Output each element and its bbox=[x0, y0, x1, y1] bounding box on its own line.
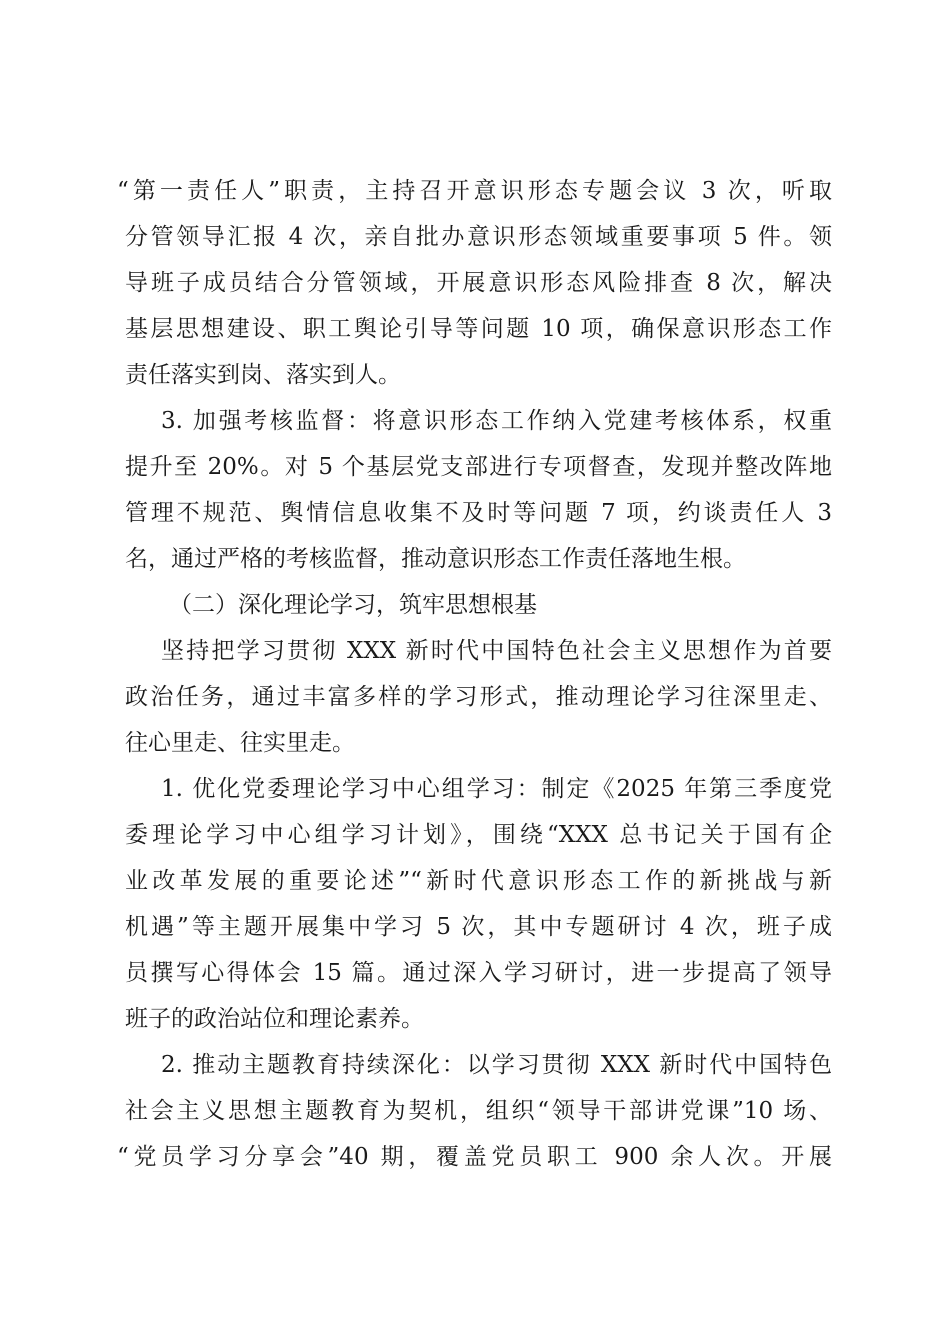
text-line: 名，通过严格的考核监督，推动意识形态工作责任落地生根。 bbox=[125, 546, 746, 572]
text-line: 业改革发展的重要论述”“新时代意识形态工作的新挑战与新 bbox=[125, 868, 832, 894]
text-line: 2. 推动主题教育持续深化：以学习贯彻 XXX 新时代中国特色 bbox=[161, 1052, 832, 1078]
text-line: 管理不规范、舆情信息收集不及时等问题 7 项，约谈责任人 3 bbox=[125, 500, 832, 526]
text-line: 员撰写心得体会 15 篇。通过深入学习研讨，进一步提高了领导 bbox=[125, 960, 832, 986]
text-line: 1. 优化党委理论学习中心组学习：制定《2025 年第三季度党 bbox=[161, 776, 832, 802]
text-line: 提升至 20%。对 5 个基层党支部进行专项督查，发现并整改阵地 bbox=[125, 454, 832, 480]
paragraph-theme-education bbox=[117, 1042, 832, 1180]
text-line: 政治任务，通过丰富多样的学习形式，推动理论学习往深里走、 bbox=[125, 684, 832, 710]
paragraph-central-group-study bbox=[125, 766, 832, 1042]
text-line: 委理论学习中心组学习计划》，围绕“XXX 总书记关于国有企 bbox=[125, 822, 832, 848]
section-heading: （二）深化理论学习，筑牢思想根基 bbox=[169, 592, 537, 618]
text-line: 机遇”等主题开展集中学习 5 次，其中专题研讨 4 次，班子成 bbox=[125, 914, 832, 940]
text-line: 往心里走、往实里走。 bbox=[125, 730, 355, 756]
text-line: “第一责任人”职责，主持召开意识形态专题会议 3 次，听取 bbox=[117, 178, 832, 204]
text-line: “党员学习分享会”40 期，覆盖党员职工 900 余人次。开展 bbox=[117, 1144, 832, 1170]
section-heading-theory-study bbox=[125, 582, 832, 628]
document-page bbox=[117, 168, 832, 1180]
text-line: 3. 加强考核监督：将意识形态工作纳入党建考核体系，权重 bbox=[161, 408, 832, 434]
text-line: 坚持把学习贯彻 XXX 新时代中国特色社会主义思想作为首要 bbox=[161, 638, 832, 664]
paragraph-study-intro bbox=[125, 628, 832, 766]
text-line: 责任落实到岗、落实到人。 bbox=[125, 362, 401, 388]
text-line: 班子的政治站位和理论素养。 bbox=[125, 1006, 424, 1032]
paragraph-responsibility bbox=[117, 168, 832, 398]
text-line: 基层思想建设、职工舆论引导等问题 10 项，确保意识形态工作 bbox=[125, 316, 832, 342]
text-line: 社会主义思想主题教育为契机，组织“领导干部讲党课”10 场、 bbox=[125, 1098, 832, 1124]
text-line: 分管领导汇报 4 次，亲自批办意识形态领域重要事项 5 件。领 bbox=[125, 224, 832, 250]
text-line: 导班子成员结合分管领域，开展意识形态风险排查 8 次，解决 bbox=[125, 270, 832, 296]
paragraph-assessment-supervision bbox=[125, 398, 832, 582]
